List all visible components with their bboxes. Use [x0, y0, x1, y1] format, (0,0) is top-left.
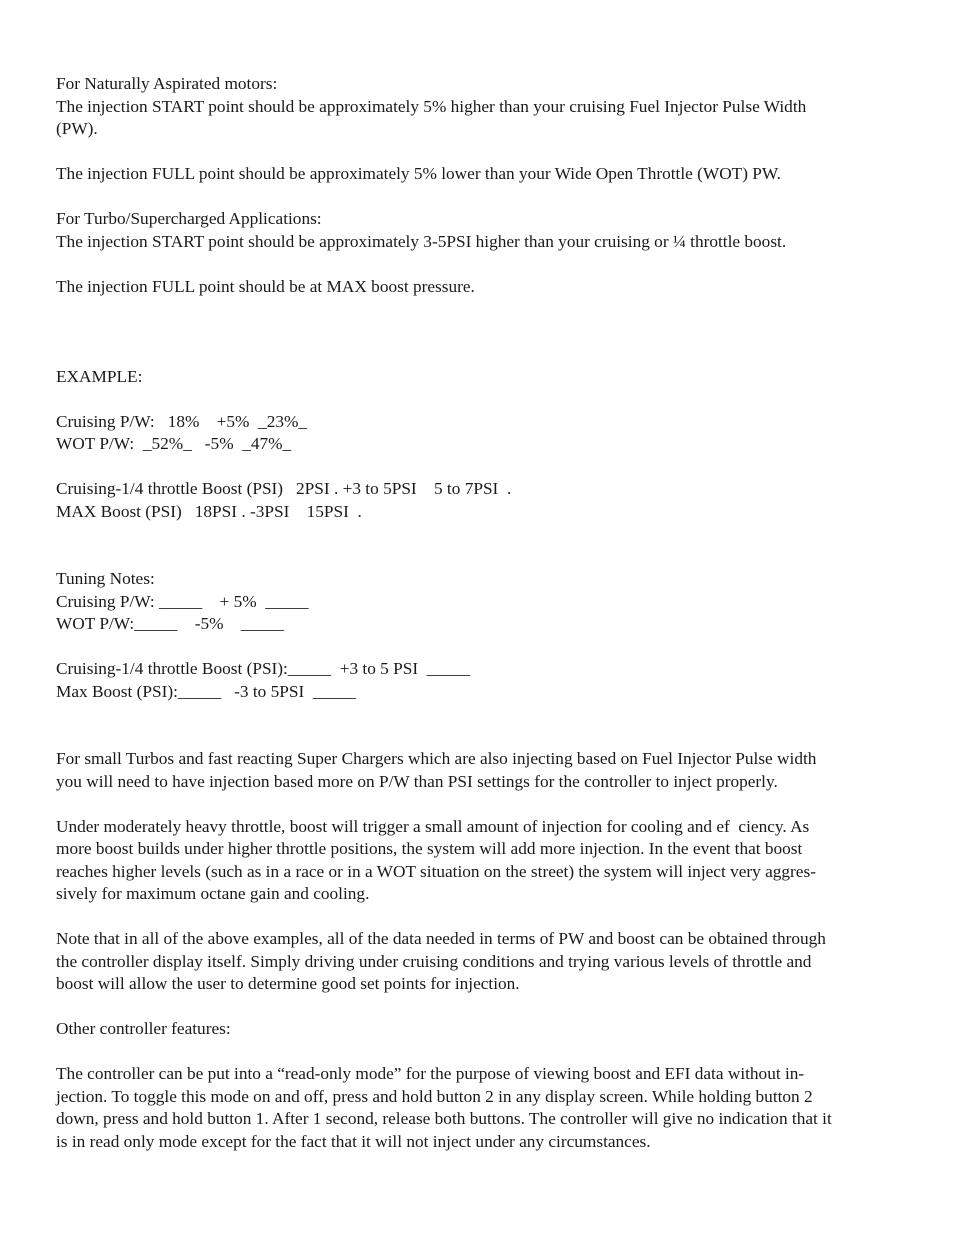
- turbo-heading: For Turbo/Supercharged Applications:: [56, 209, 322, 228]
- example-cruise-boost: Cruising-1/4 throttle Boost (PSI) 2PSI . +3 to 5PSI 5 to 7PSI .: [56, 479, 512, 498]
- na-heading: For Naturally Aspirated motors:: [56, 74, 278, 93]
- small-turbos-line-2: you will need to have injection based more on P/W than PSI settings for the controller to inject properly.: [56, 771, 778, 791]
- note-line-3: boost will allow the user to determine good set points for injection.: [56, 974, 520, 993]
- moderate-throttle-line-1: Under moderately heavy throttle, boost will trigger a small amount of injection for cooling and ef ciency. As: [56, 816, 810, 836]
- note-line-1: Note that in all of the above examples, all of the data needed in terms of PW and boost can be obtained through: [56, 929, 826, 948]
- turbo-start: The injection START point should be approximately 3-5PSI higher than your cruising or ¼ throttle boost.: [56, 231, 787, 251]
- read-only-line-1: The controller can be put into a “read-only mode” for the purpose of viewing boost and EFI data without in-: [56, 1064, 805, 1083]
- document-page: [56, 73, 906, 1153]
- tuning-wot-pw: WOT P/W:_____ -5% _____: [56, 614, 284, 633]
- tuning-max-boost: Max Boost (PSI):_____ -3 to 5PSI _____: [56, 681, 357, 701]
- na-start-line-2: (PW).: [56, 119, 98, 138]
- example-wot-pw: WOT P/W: _52%_ -5% _47%_: [56, 434, 292, 453]
- na-start-line-1: The injection START point should be approximately 5% higher than your cruising Fuel Injector Pulse Width: [56, 96, 807, 116]
- example-cruise-pw: Cruising P/W: 18% +5% _23%_: [56, 411, 308, 431]
- moderate-throttle-line-4: sively for maximum octane gain and cooling.: [56, 884, 370, 903]
- example-heading: EXAMPLE:: [56, 366, 143, 386]
- read-only-line-4: is in read only mode except for the fact that it will not inject under any circumstances.: [56, 1131, 651, 1151]
- tuning-heading: Tuning Notes:: [56, 569, 155, 588]
- tuning-cruise-pw: Cruising P/W: _____ + 5% _____: [56, 591, 309, 611]
- turbo-full: The injection FULL point should be at MAX boost pressure.: [56, 276, 475, 296]
- tuning-cruise-boost: Cruising-1/4 throttle Boost (PSI):_____ +3 to 5 PSI _____: [56, 659, 470, 678]
- na-full: The injection FULL point should be approximately 5% lower than your Wide Open Throttle (WOT) PW.: [56, 164, 781, 183]
- example-max-boost: MAX Boost (PSI) 18PSI . -3PSI 15PSI .: [56, 501, 362, 521]
- read-only-line-2: jection. To toggle this mode on and off, press and hold button 2 in any display screen. While holding button 2: [56, 1086, 813, 1106]
- note-line-2: the controller display itself. Simply driving under cruising conditions and trying various levels of throttle and: [56, 951, 812, 971]
- moderate-throttle-line-3: reaches higher levels (such as in a race or in a WOT situation on the street) the system will inject very aggres-: [56, 861, 816, 881]
- other-features-heading: Other controller features:: [56, 1019, 231, 1038]
- read-only-line-3: down, press and hold button 1. After 1 second, release both buttons. The controller will give no indication that it: [56, 1109, 832, 1128]
- small-turbos-line-1: For small Turbos and fast reacting Super Chargers which are also injecting based on Fuel Injector Pulse width: [56, 749, 817, 768]
- moderate-throttle-line-2: more boost builds under higher throttle positions, the system will add more injection. In the event that boost: [56, 839, 803, 858]
